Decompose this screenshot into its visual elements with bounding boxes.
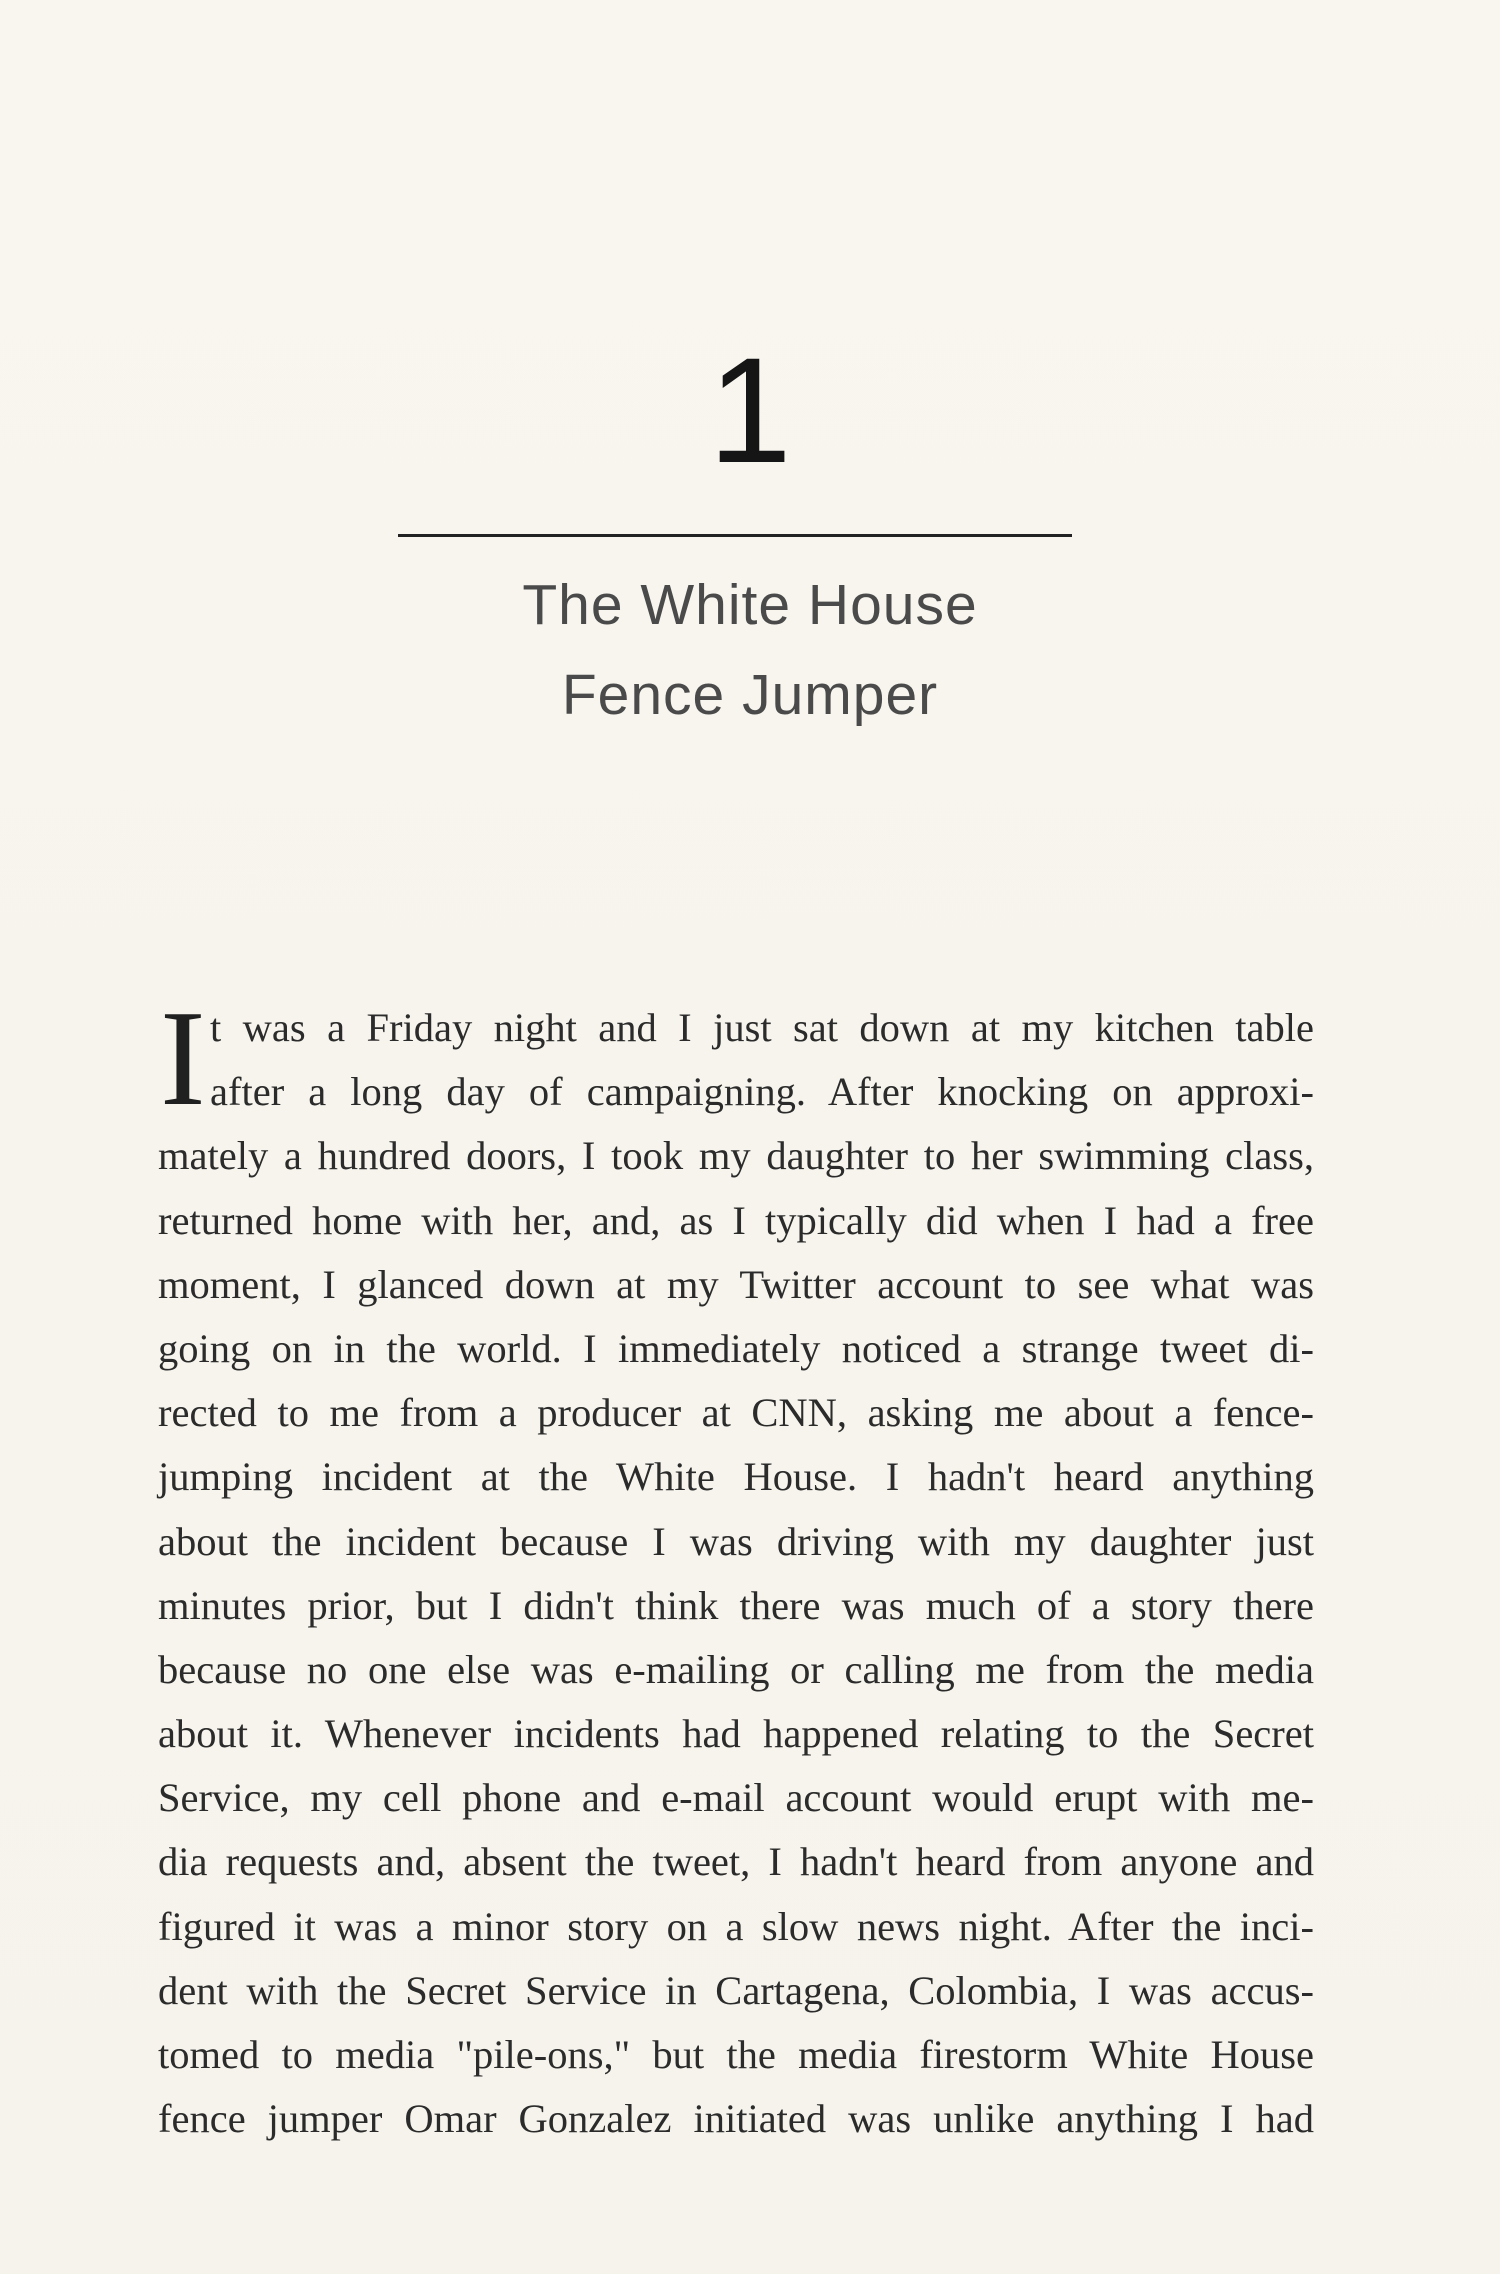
drop-cap: I — [160, 982, 206, 1134]
chapter-number: 1 — [708, 326, 792, 494]
chapter-title-line-1: The White House — [522, 573, 978, 637]
text-line: rected to me from a producer at CNN, asking me about a fence- — [158, 1390, 1314, 1436]
text-line: dent with the Secret Service in Cartagena, Colombia, I was accus- — [158, 1967, 1314, 2013]
chapter-title — [0, 560, 1500, 740]
chapter-title-line-2: Fence Jumper — [561, 663, 939, 727]
text-line: moment, I glanced down at my Twitter account to see what was — [158, 1261, 1314, 1307]
text-line: about the incident because I was driving with my daughter just — [158, 1518, 1314, 1564]
text-line: because no one else was e-mailing or calling me from the media — [158, 1646, 1314, 1692]
text-line: fence jumper Omar Gonzalez initiated was unlike anything I had — [158, 2096, 1314, 2142]
text-line: tomed to media "pile-ons," but the media firestorm White House — [158, 2032, 1314, 2077]
text-line: dia requests and, absent the tweet, I hadn't heard from anyone and — [158, 1839, 1314, 1885]
text-line: minutes prior, but I didn't think there was much of a story there — [158, 1582, 1314, 1628]
text-line: t was a Friday night and I just sat down at my kitchen table — [210, 1005, 1314, 1050]
chapter-divider — [398, 534, 1072, 537]
text-line: Service, my cell phone and e-mail account would erupt with me- — [158, 1775, 1314, 1821]
body-paragraph — [158, 996, 1314, 2151]
text-line: mately a hundred doors, I took my daughter to her swimming class, — [158, 1133, 1314, 1179]
text-line: jumping incident at the White House. I hadn't heard anything — [158, 1454, 1314, 1500]
text-line: about it. Whenever incidents had happened relating to the Secret — [158, 1711, 1314, 1757]
text-line: after a long day of campaigning. After knocking on approxi- — [210, 1069, 1314, 1115]
text-line: figured it was a minor story on a slow news night. After the inci- — [158, 1903, 1314, 1949]
text-line: returned home with her, and, as I typically did when I had a free — [158, 1197, 1314, 1243]
text-line: going on in the world. I immediately noticed a strange tweet di- — [158, 1325, 1314, 1371]
